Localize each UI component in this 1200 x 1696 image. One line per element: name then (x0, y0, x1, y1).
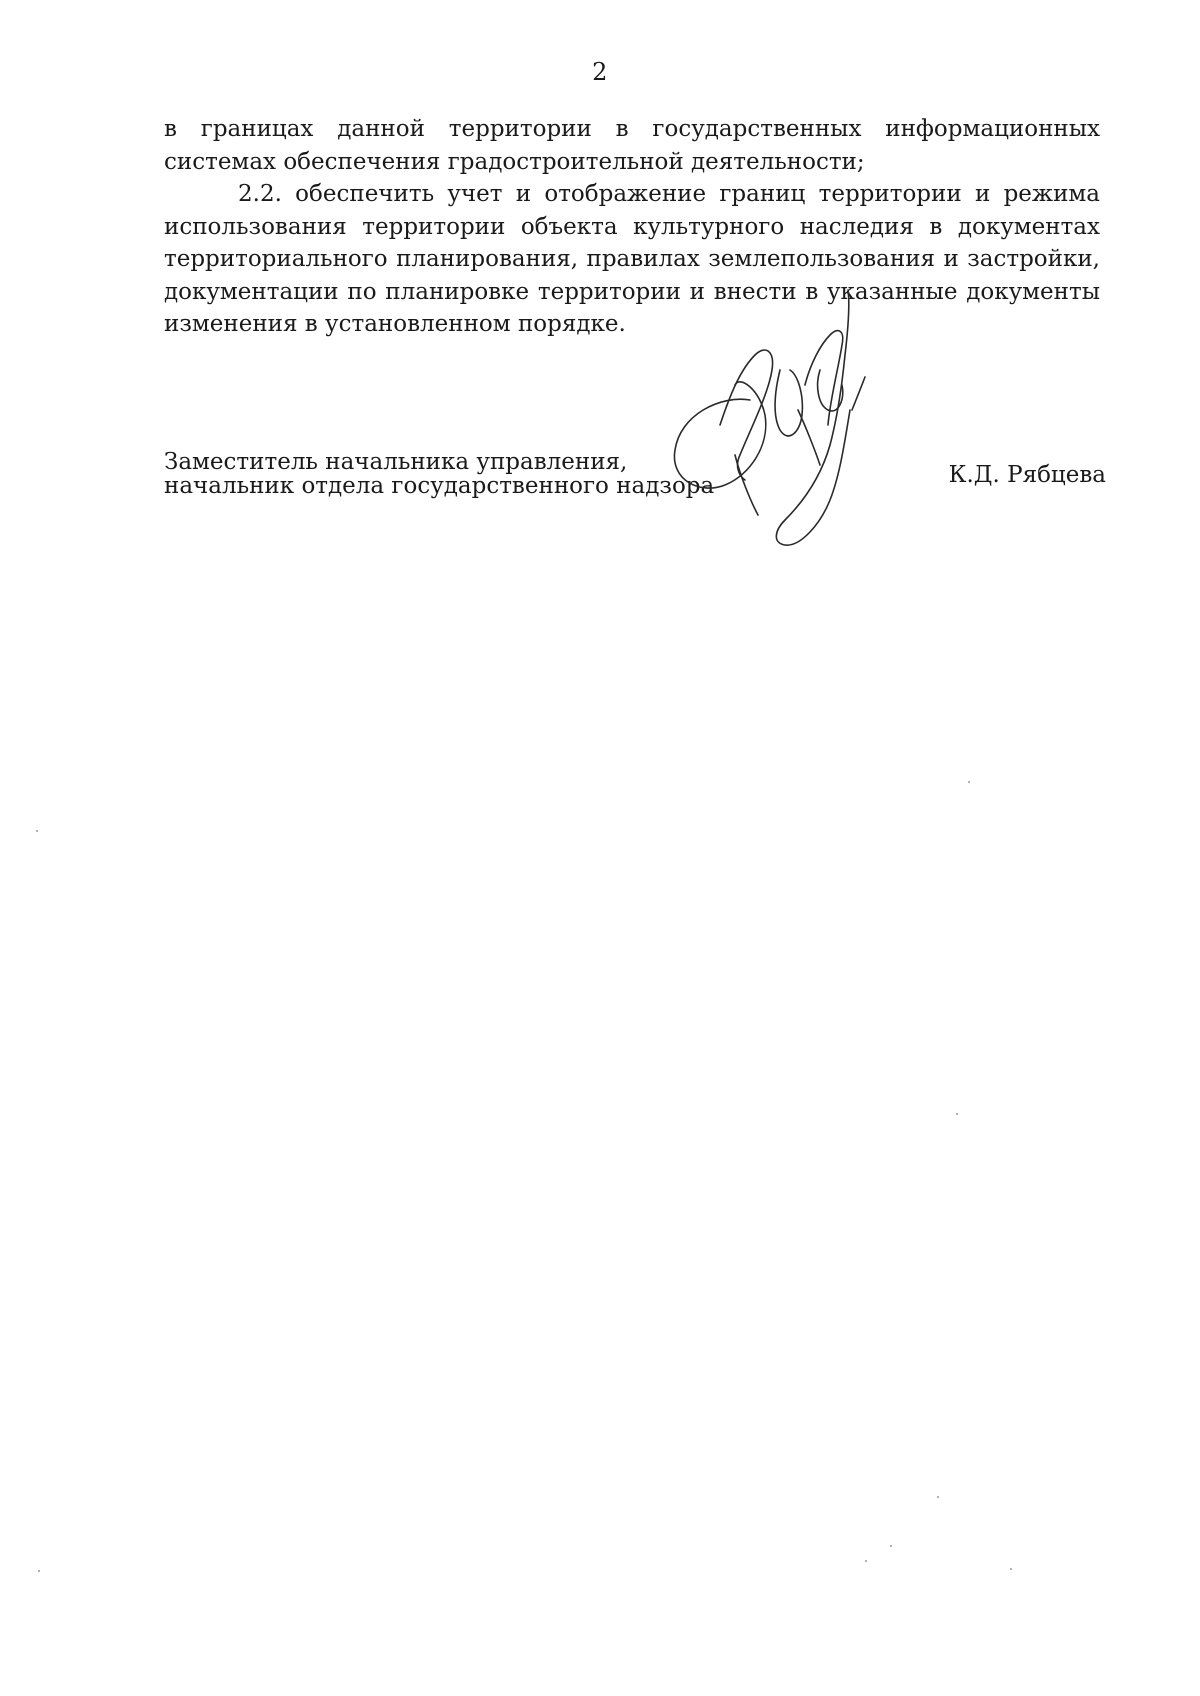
position-line-2: начальник отдела государственного надзора (164, 473, 715, 499)
scan-speck (1010, 1568, 1012, 1570)
scan-speck (968, 781, 970, 783)
scan-speck (890, 1545, 892, 1547)
scan-speck (937, 1496, 939, 1498)
paragraph-item-2-2: 2.2. обеспечить учет и отображение границ территории и режима использования территории объекта культурного наследия в документах территориального планирования, правилах землепользования и застройки, документации по планировке территории и внести в указанные документы изменения в установленном порядке. (164, 181, 1100, 337)
position-line-1: Заместитель начальника управления, (164, 449, 628, 475)
handwritten-signature-icon (680, 315, 940, 565)
page-number: 2 (592, 58, 608, 86)
signer-name: К.Д. Рябцева (948, 462, 1106, 488)
scan-speck (956, 1113, 958, 1115)
scan-speck (36, 830, 38, 832)
signatory-position (164, 450, 714, 498)
document-body (164, 113, 1100, 341)
scan-speck (865, 1560, 867, 1562)
scan-speck (38, 1570, 40, 1572)
paragraph-continuation: в границах данной территории в государственных информационных системах обеспечения градостроительной деятельности; (164, 116, 1100, 175)
